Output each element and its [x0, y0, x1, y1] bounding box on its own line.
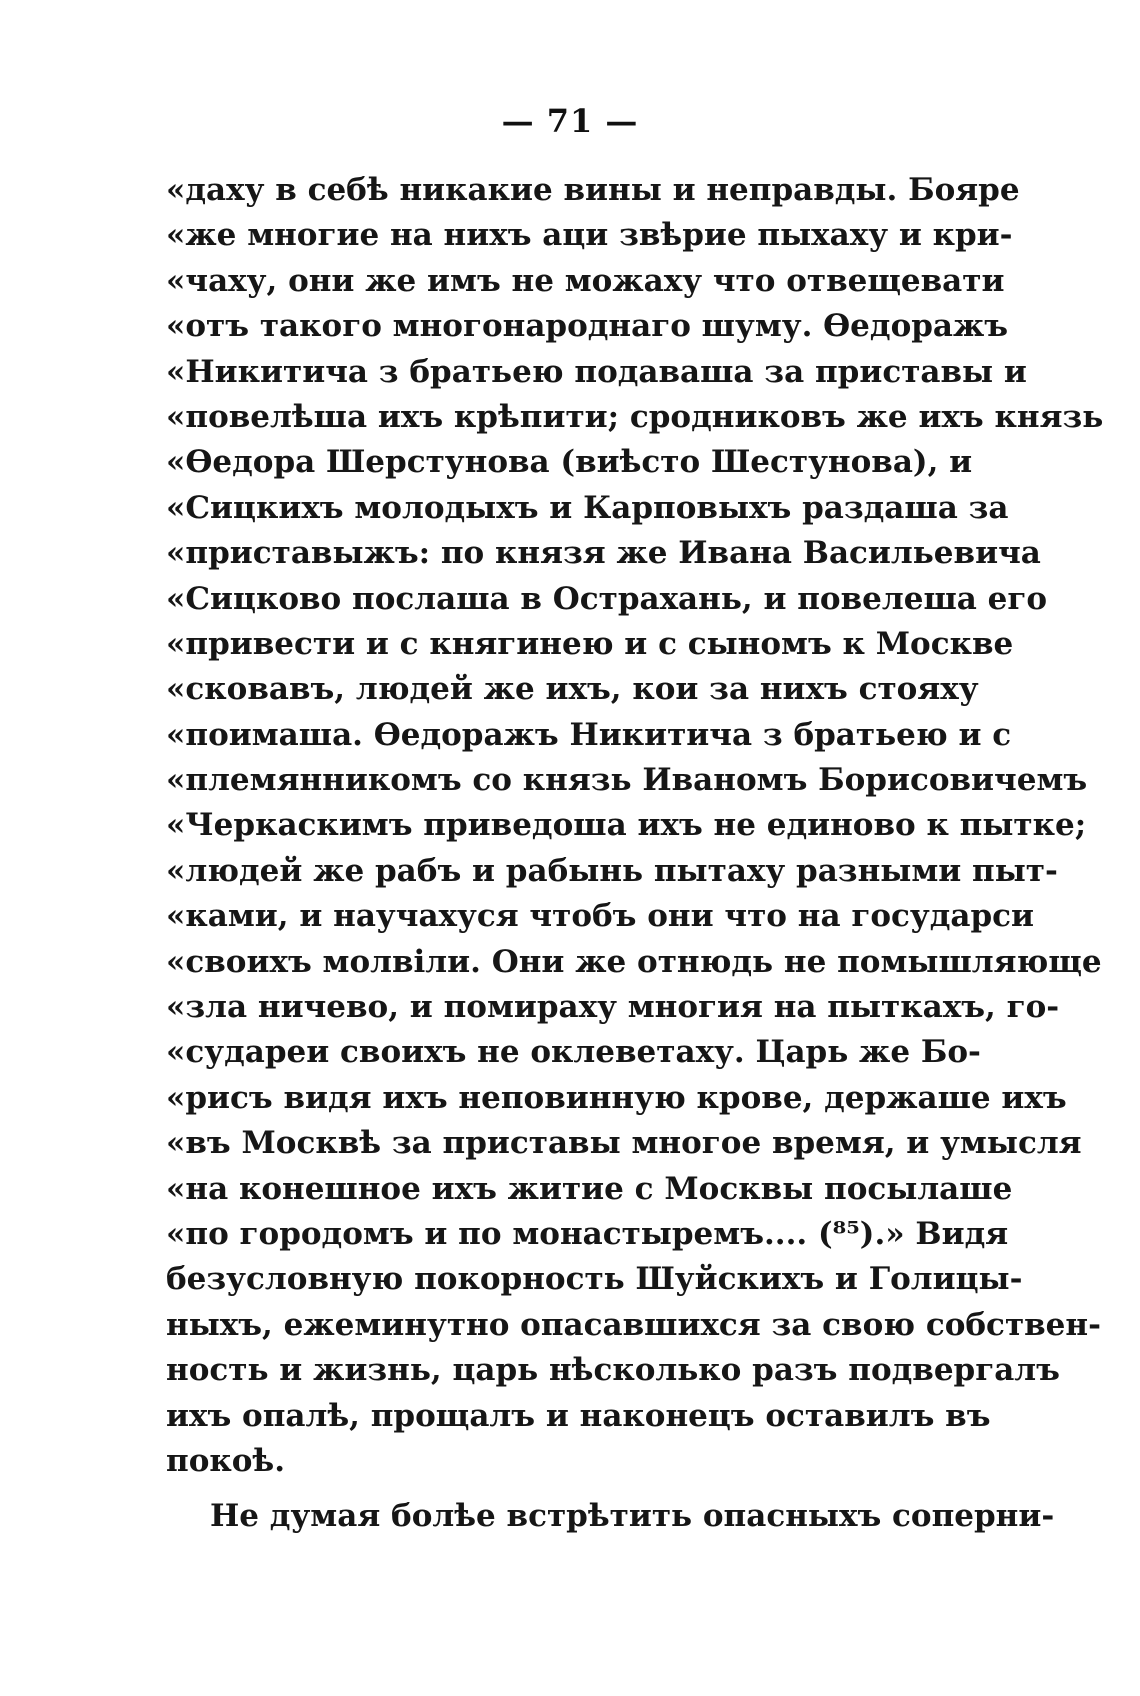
- body-text: [166, 168, 1104, 1540]
- text-line: «Черкаскимъ приведоша ихъ не единово к пытке;: [166, 807, 1087, 844]
- text-line: «своихъ молвіли. Они же отнюдь не помышляюще: [166, 943, 1102, 980]
- text-line: «даху в себѣ никакие вины и неправды. Бояре: [166, 172, 1020, 208]
- text-line: «рисъ видя ихъ неповинную крове, держаше ихъ: [166, 1079, 1067, 1116]
- text-line: «привести и с княгинею и с сыномъ к Москве: [166, 625, 1014, 662]
- text-line: «Сицково послаша в Острахань, и повелеша его: [166, 580, 1048, 617]
- paragraph-start-line: Не думая болѣе встрѣтить опасныхъ соперни-: [210, 1498, 1055, 1535]
- text-line: «же многие на нихъ аци звѣрие пыхаху и кри-: [166, 217, 1013, 254]
- text-line: «поимаша. Өедоражъ Никитича з братьею и с: [166, 716, 1012, 753]
- page-number: — 71 —: [501, 102, 639, 140]
- text-line: «Өедора Шерстунова (виѣсто Шестунова), и: [166, 444, 973, 481]
- text-line: «судареи своихъ не оклеветаху. Царь же Бо-: [166, 1034, 981, 1071]
- text-line: «чаху, они же имъ не можаху что отвещевати: [166, 262, 1005, 299]
- text-line: «зла ничево, и помираху многия на пыткахъ, го-: [166, 989, 1060, 1026]
- text-line: «сковавъ, людей же ихъ, кои за нихъ стояху: [166, 671, 979, 708]
- text-line: безусловную покорность Шуйскихъ и Голицы-: [166, 1261, 1023, 1298]
- text-line: «Сицкихъ молодыхъ и Карповыхъ раздаша за: [166, 489, 1009, 526]
- text-line: «ками, и научахуся чтобъ они что на государси: [166, 898, 1035, 935]
- text-line: «Никитича з братьею подаваша за приставы и: [166, 353, 1027, 390]
- text-line: ихъ опалѣ, прощалъ и наконецъ оставилъ въ: [166, 1397, 991, 1434]
- text-line: ныхъ, ежеминутно опасавшихся за свою собствен-: [166, 1306, 1101, 1343]
- text-line: «племянникомъ со князь Иваномъ Борисовичемъ: [166, 762, 1088, 799]
- text-line: «по городомъ и по монастыремъ.... (⁸⁵).» Видя: [166, 1215, 1009, 1252]
- text-line: «приставыжъ: по князя же Ивана Васильевича: [166, 535, 1041, 572]
- text-line: «отъ такого многонароднаго шуму. Өедоражъ: [166, 308, 1009, 345]
- text-line: ность и жизнь, царь нѣсколько разъ подвергалъ: [166, 1352, 1060, 1389]
- text-line: покоѣ.: [166, 1442, 286, 1479]
- text-line: «людей же рабъ и рабынь пытаху разными пыт-: [166, 852, 1058, 889]
- text-line: «повелѣша ихъ крѣпити; сродниковъ же ихъ князь: [166, 398, 1104, 435]
- text-line: «на конешное ихъ житие с Москвы посылаше: [166, 1170, 1013, 1207]
- text-line: «въ Москвѣ за приставы многое время, и умысля: [166, 1125, 1082, 1162]
